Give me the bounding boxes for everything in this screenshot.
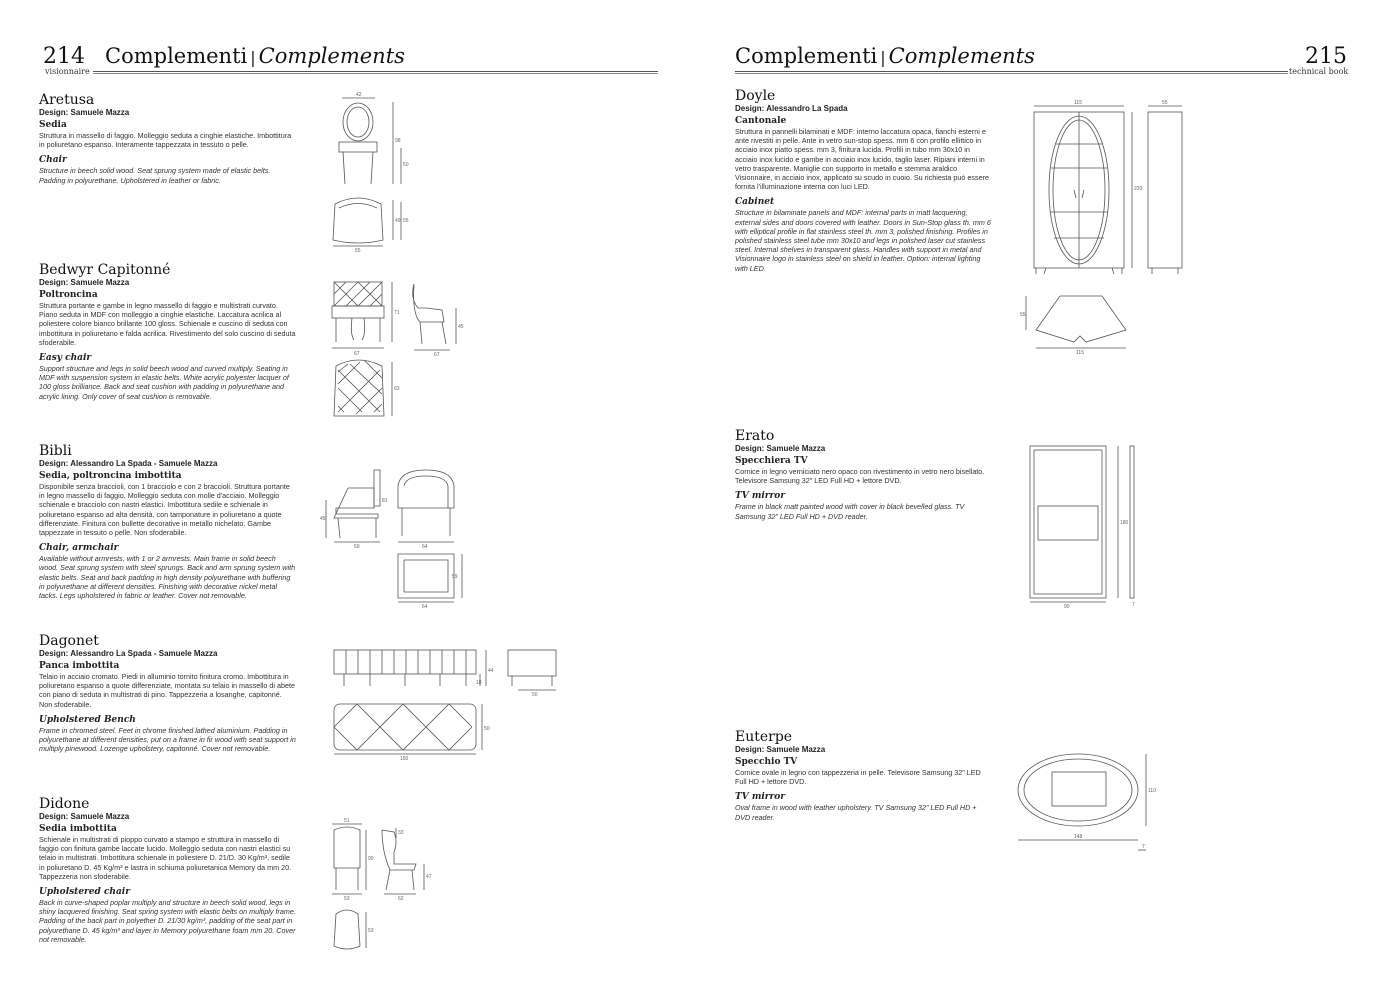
product-desc-en: Oval frame in wood with leather upholstery. TV Samsung 32" LED Full HD + DVD reader.	[735, 803, 977, 822]
product-desc-it: Disponibile senza braccioli, con 1 bracciolo e con 2 braccioli. Struttura portante in legno massello di faggio. Molleggio seduta con molle d'acciaio. Molleggio schienale e bracciolo con nastri elastici. Imbottitura sedile e schienale in poliuretano espanso ad alta densità, con tamponature in poliuretano a quote differenziate. Finitura con bullette decorative in metallo nichelato. Gambe tappezzate in tessuto o pelle. Non sfoderabile.	[39, 482, 290, 538]
header-rule-right	[735, 71, 1288, 74]
product-desc-en: Structure in beech solid wood. Seat sprung system made of elastic belts. Padding in polyurethane. Upholstered in leather or fabric.	[39, 166, 271, 185]
product-dagonet	[39, 634, 296, 753]
product-desc-it: Struttura in massello di faggio. Molleggio seduta a cinghie elastiche. Imbottitura in poliuretano espanso. Interamente tappezzata in tessuto o pelle.	[39, 131, 292, 150]
product-designer: Design: Samuele Mazza	[39, 278, 130, 287]
dim-label: 55	[1162, 100, 1168, 106]
dim-label: 62	[398, 896, 404, 902]
section-title-it: Complementi	[105, 44, 248, 68]
product-type-en: TV mirror	[735, 792, 785, 803]
product-desc-it: Cornice ovale in legno con tappezzeria in pelle. Televisore Samsung 32" LED Full HD + lettore DVD.	[735, 768, 981, 787]
product-desc-en: Frame in black matt painted wood with cover in black bevelled glass. TV Samsung 32" LED Full HD + DVD reader.	[735, 502, 965, 521]
dim-label: 50	[484, 726, 490, 732]
brand-right: technical book	[1289, 67, 1349, 76]
product-designer: Design: Alessandro La Spada - Samuele Mazza	[39, 459, 218, 468]
dim-label: 180	[1120, 520, 1129, 526]
dim-label: 71	[394, 310, 400, 316]
product-type-en: Easy chair	[39, 353, 92, 364]
product-desc-it: Struttura in pannelli bilaminati e MDF: interno laccatura opaca, fianchi esterni e ante rivestiti in pelle. Ante in vetro sun-stop spess. mm 6 con profilo ellittico in acciaio inox piatto spess. mm 3, finitura lucida. Profili in tubo mm 30x10 in acciaio inox lucido e gambe in acciaio inox lucido, taglio laser. Ripiani interni in vetro trasparente. Maniglie con supporto in metallo e stemma araldico Visionnaire, in acciaio inox, applicato su scudo in cuoio. Su richiesta può essere fornita l'illuminazione interna con luci LED.	[735, 127, 989, 192]
bibli-drawings	[318, 466, 468, 611]
dim-label: 45	[320, 516, 326, 522]
product-desc-it: Cornice in legno verniciato nero opaco con rivestimento in vetro nero bisellato. Televisore Samsung 32" LED Full HD + lettore DVD.	[735, 467, 985, 486]
dim-label: 81	[382, 498, 388, 504]
bedwyr-drawings	[330, 278, 480, 423]
dim-label: 55	[403, 218, 409, 224]
dim-label: 33	[398, 830, 404, 836]
dim-label: 64	[422, 544, 428, 550]
product-type-it: Sedia imbottita	[39, 824, 117, 834]
product-name: Didone	[39, 796, 90, 812]
dim-label: 49	[395, 218, 401, 224]
product-designer: Design: Samuele Mazza	[735, 444, 826, 453]
product-desc-en: Back in curve-shaped poplar multiply and structure in beech solid wood, legs in shiny lacquered finishing. Seat spring system with elastic belts on multiply frame. Padding of the back part in polyether D. 21/30 kg/m³, padding of the seat part in polyurethane D. 45 kg/m³ and layer in Memory polyurethane foam mm 20. Cover not removable.	[39, 898, 296, 944]
doyle-drawings	[1020, 98, 1220, 360]
dim-label: 59	[354, 544, 360, 550]
section-title-right	[735, 44, 1035, 68]
product-designer: Design: Samuele Mazza	[39, 108, 130, 117]
dim-label: 115	[1076, 350, 1084, 356]
dim-label: 90	[1064, 604, 1070, 610]
dim-label: 18	[476, 680, 482, 686]
dim-label: 53	[368, 928, 374, 934]
product-desc-en: Frame in chromed steel. Feet in chrome finished lathed aluminium. Padding in polyurethane at different densities, put on a frame in fir wood with seat support in multiply pinewood. Lozenge upholstery, capitonné. Cover not removable.	[39, 725, 296, 754]
product-type-en: Chair, armchair	[39, 543, 119, 554]
product-desc-it: Struttura portante e gambe in legno massello di faggio e multistrati curvato. Piano seduta in MDF con molleggio a cinghie elastiche. Laccatura acrilica al poliestere colore bianco brillante 100 gloss. Schienale e cuscino di seduta con imbottitura in poliuretano e falda acrilica. Rivestimento del solo cuscino di seduta sfoderabile.	[39, 301, 296, 347]
dim-label: 44	[488, 668, 494, 674]
euterpe-drawings	[1014, 752, 1164, 856]
product-designer: Design: Alessandro La Spada - Samuele Mazza	[39, 649, 218, 658]
dim-label: 45	[458, 324, 464, 330]
product-designer: Design: Samuele Mazza	[39, 812, 130, 821]
dim-label: 63	[394, 386, 400, 392]
dim-label: 55	[355, 248, 361, 254]
product-designer: Design: Samuele Mazza	[735, 745, 826, 754]
product-name: Doyle	[735, 88, 776, 104]
product-type-it: Specchiera TV	[735, 456, 808, 466]
dim-label: 7	[1142, 844, 1145, 850]
erato-drawings	[1026, 444, 1146, 610]
product-name: Dagonet	[39, 633, 99, 649]
product-name: Aretusa	[39, 92, 95, 108]
section-title-it: Complementi	[735, 44, 878, 68]
page-number-left: 214	[43, 44, 85, 69]
dim-label: 55	[1020, 312, 1026, 318]
dim-label: 51	[344, 818, 350, 824]
product-desc-en: Support structure and legs in solid beech wood and curved multiply. Seating in MDF with suspension system in elastic belts. White acrylic polyester lacquer of 100 gloss brilliance. Back and seat cushion with padding in polyurethane and acrylic lining. Only cover of seat cushion is removable.	[39, 364, 289, 401]
product-desc-it: Schienale in multistrati di pioppo curvato a stampo e struttura in massello di faggio con finitura gambe laccate lucido. Molleggio seduta con nastri elastici su telaio in multistrati. Imbottitura schienale in poliestere D. 21/D. 30 Kg/m³, sedile in poliuretano D. 45 Kg/m³ e lastra in schiuma poliuretanica Memory da mm 20. Tappezzeria non sfoderabile.	[39, 835, 292, 881]
product-designer: Design: Alessandro La Spada	[735, 104, 848, 113]
product-doyle	[735, 89, 993, 273]
section-title-left	[105, 44, 405, 68]
page-number-right: 215	[1305, 44, 1347, 69]
dim-label: 47	[426, 874, 432, 880]
product-type-it: Panca imbottita	[39, 661, 120, 671]
dim-label: 148	[1074, 834, 1083, 840]
dagonet-drawings	[330, 648, 562, 764]
section-title-en: Complements	[888, 44, 1035, 68]
dim-label: 64	[422, 604, 428, 610]
product-name: Bibli	[39, 443, 72, 459]
product-desc-en: Available without armrests, with 1 or 2 armrests. Main frame in solid beech wood. Seat sprung system with steel sprungs. Back and arm sprung system with elastic belts. Seat and back padding in high density polyurethane with buffering in polyurethane at different densities. Finishing with decorative nickel metal tacks. Legs upholstered in fabric or leather. Cover not removable.	[39, 554, 296, 601]
dim-label: 50	[532, 692, 538, 698]
product-type-it: Poltroncina	[39, 290, 98, 300]
product-name: Euterpe	[735, 729, 793, 745]
dim-label: 42	[356, 92, 362, 98]
product-desc-it: Telaio in acciaio cromato. Piedi in alluminio tornito finitura cromo. Imbottitura in poliuretano espanso a quote differenziate, montata su telaio in massello di abete con piano di seduta in multistrati di pino. Tappezzeria a losanghe, capitonné. Non sfoderabile.	[39, 672, 295, 709]
dim-label: 98	[395, 138, 401, 144]
product-type-it: Specchio TV	[735, 757, 798, 767]
product-type-it: Cantonale	[735, 116, 787, 126]
dim-label: 53	[344, 896, 350, 902]
dim-label: 7	[1132, 602, 1135, 608]
dim-label: 90	[368, 856, 374, 862]
dim-label: 150	[400, 756, 409, 762]
dim-label: 110	[1148, 788, 1156, 794]
product-type-it: Sedia	[39, 120, 67, 130]
product-desc-en: Structure in bilaminate panels and MDF: internal parts in matt lacquering, external sides and doors covered with leather. Doors in Sun-Stop glass th. mm 6 with elliptical profile in flat stainless steel th. mm 3, polished finishing. Profiles in polished stainless steel tube mm 30x10 and legs in polished laser cut stainless steel. Internal shelves in transparent glass. Handles with support in metal and Visionnaire logo in stainless steel on shield in leather. Option: internal lighting with LED.	[735, 208, 991, 273]
dim-label: 67	[434, 352, 440, 358]
product-type-en: Upholstered chair	[39, 887, 130, 898]
product-type-en: TV mirror	[735, 491, 785, 502]
title-separator: |	[880, 48, 886, 67]
dim-label: 59	[452, 574, 458, 580]
brand-left: visionnaire	[45, 67, 90, 76]
product-euterpe	[735, 730, 993, 822]
dim-label: 220	[1134, 186, 1143, 192]
product-didone	[39, 797, 296, 944]
product-erato	[735, 429, 993, 521]
product-type-en: Chair	[39, 155, 67, 166]
title-separator: |	[250, 48, 256, 67]
product-bedwyr-capitonne	[39, 263, 296, 401]
product-type-it: Sedia, poltroncina imbottita	[39, 471, 182, 481]
product-aretusa	[39, 93, 296, 185]
dim-label: 50	[403, 162, 409, 168]
header-rule-left	[93, 71, 658, 74]
dim-label: 115	[1074, 100, 1082, 106]
product-name: Bedwyr Capitonné	[39, 262, 171, 278]
aretusa-drawings	[325, 92, 420, 252]
section-title-en: Complements	[258, 44, 405, 68]
dim-label: 67	[354, 351, 360, 357]
didone-drawings	[326, 818, 436, 958]
product-type-en: Upholstered Bench	[39, 714, 136, 725]
product-type-en: Cabinet	[735, 197, 775, 208]
product-name: Erato	[735, 428, 775, 444]
product-bibli	[39, 444, 296, 600]
